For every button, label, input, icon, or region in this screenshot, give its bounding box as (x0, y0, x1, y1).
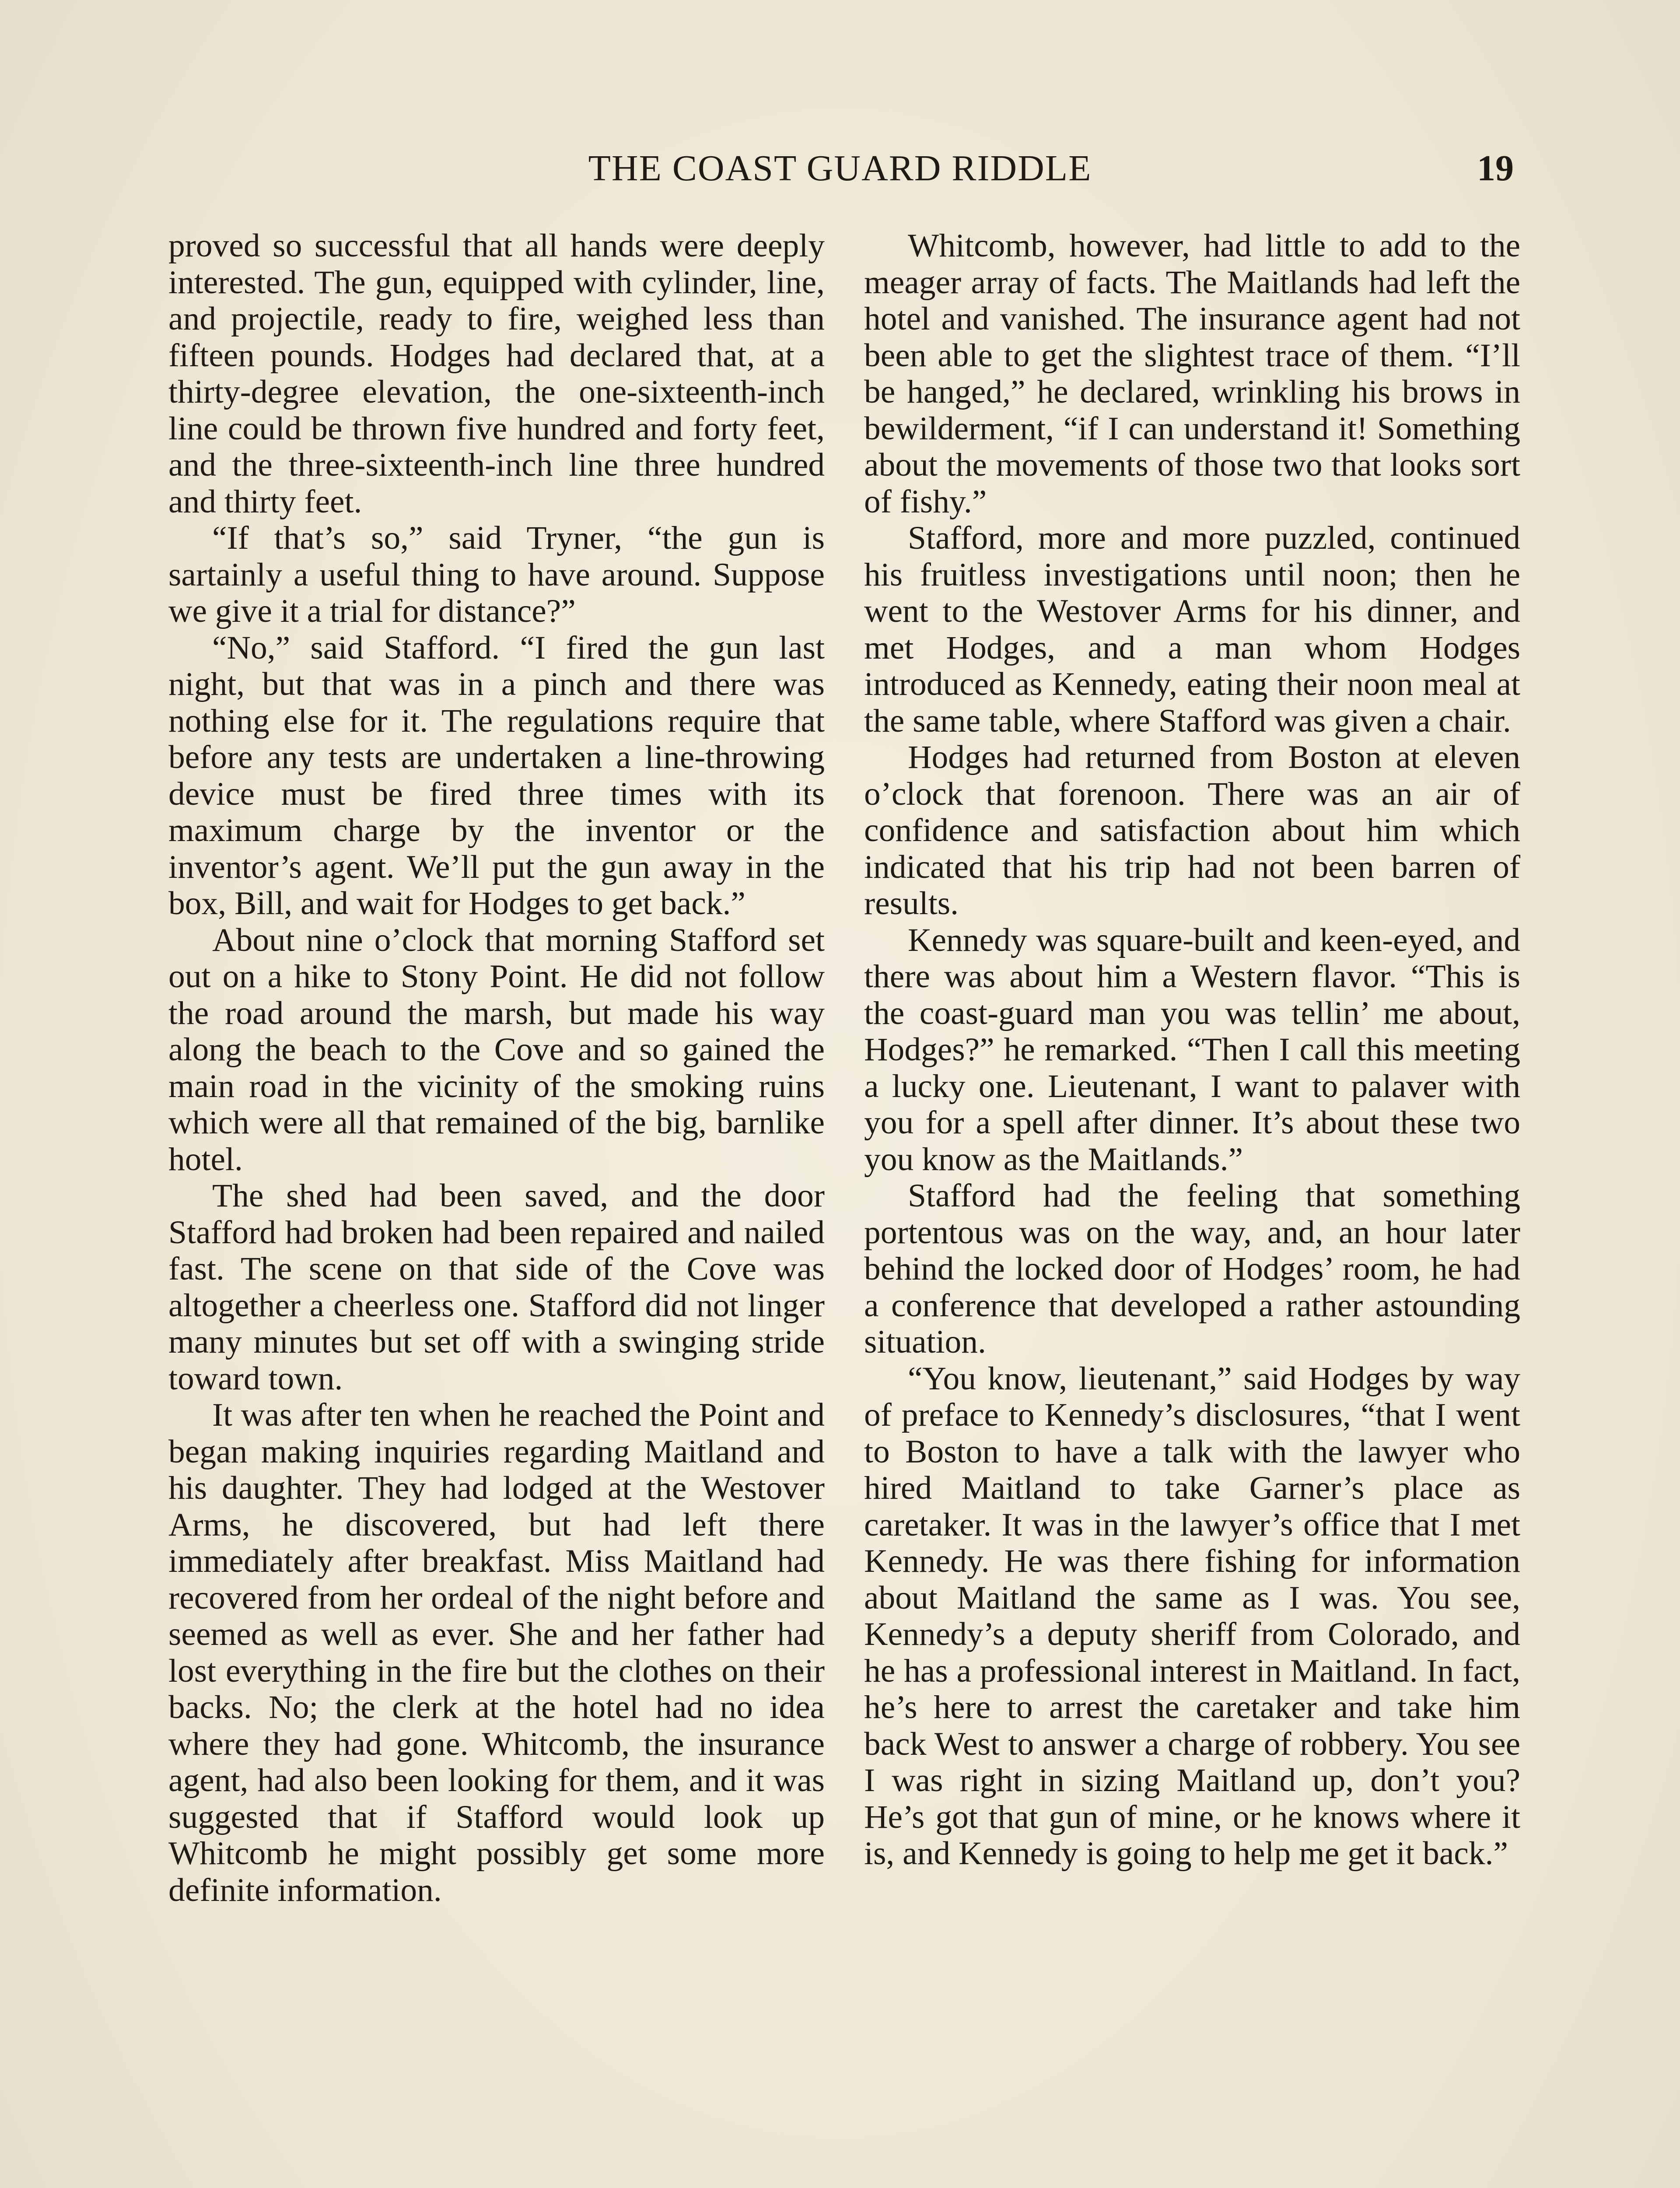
paragraph: Whitcomb, however, had little to add to the meager array of facts. The Maitlands had left the hotel and vanished. The insurance agent had not been able to get the slightest trace of them. “I’ll be hanged,” he declared, wrinkling his brows in bewilderment, “if I can understand it! Something about the movements of those two that looks sort of fishy.” (864, 228, 1520, 520)
paragraph: Hodges had returned from Boston at eleven o’clock that forenoon. There was an air of confidence and satisfaction about him which indicated that his trip had not been barren of results. (864, 739, 1520, 922)
paragraph: “If that’s so,” said Tryner, “the gun is sartainly a useful thing to have around. Suppose we give it a trial for distance?” (168, 520, 825, 629)
right-column (864, 228, 1520, 1872)
running-title: THE COAST GUARD RIDDLE (588, 148, 1092, 189)
paragraph: The shed had been saved, and the door Stafford had broken had been repaired and nailed fast. The scene on that side of the Cove was altogether a cheerless one. Stafford did not linger many minutes but set off with a swinging stride toward town. (168, 1178, 825, 1397)
paragraph: Kennedy was square-built and keen-eyed, and there was about him a Western flavor. “This is the coast-guard man you was tellin’ me about, Hodges?” he remarked. “Then I call this meeting a lucky one. Lieutenant, I want to palaver with you for a spell after dinner. It’s about these two you know as the Maitlands.” (864, 922, 1520, 1178)
running-header (166, 144, 1514, 193)
paragraph: It was after ten when he reached the Point and began making inquiries regarding Maitland and his daughter. They had lodged at the Westover Arms, he discovered, but had left there immediately after breakfast. Miss Maitland had recovered from her ordeal of the night before and seemed as well as ever. She and her father had lost everything in the fire but the clothes on their backs. No; the clerk at the hotel had no idea where they had gone. Whitcomb, the insurance agent, had also been looking for them, and it was suggested that if Stafford would look up Whitcomb he might possibly get some more definite information. (168, 1397, 825, 1908)
paragraph: About nine o’clock that morning Stafford set out on a hike to Stony Point. He did not follow the road around the marsh, but made his way along the beach to the Cove and so gained the main road in the vicinity of the smoking ruins which were all that remained of the big, barnlike hotel. (168, 922, 825, 1178)
paragraph: proved so successful that all hands were deeply interested. The gun, equipped with cylinder, line, and projectile, ready to fire, weighed less than fifteen pounds. Hodges had declared that, at a thirty-degree elevation, the one-sixteenth-inch line could be thrown five hundred and forty feet, and the three-sixteenth-inch line three hundred and thirty feet. (168, 228, 825, 520)
page-number: 19 (1477, 148, 1514, 189)
paragraph: “You know, lieutenant,” said Hodges by way of preface to Kennedy’s disclosures, “that I went to Boston to have a talk with the lawyer who hired Maitland to take Garner’s place as caretaker. It was in the lawyer’s office that I met Kennedy. He was there fishing for information about Maitland the same as I was. You see, Kennedy’s a deputy sheriff from Colorado, and he has a professional interest in Maitland. In fact, he’s here to arrest the caretaker and take him back West to answer a charge of robbery. You see I was right in sizing Maitland up, don’t you? He’s got that gun of mine, or he knows where it is, and Kennedy is going to help me get it back.” (864, 1360, 1520, 1872)
paragraph: “No,” said Stafford. “I fired the gun last night, but that was in a pinch and there was nothing else for it. The regulations require that before any tests are undertaken a line-throwing device must be fired three times with its maximum charge by the inventor or the inventor’s agent. We’ll put the gun away in the box, Bill, and wait for Hodges to get back.” (168, 629, 825, 922)
paragraph: Stafford, more and more puzzled, continued his fruitless investigations until noon; then he went to the Westover Arms for his dinner, and met Hodges, and a man whom Hodges introduced as Kennedy, eating their noon meal at the same table, where Stafford was given a chair. (864, 520, 1520, 739)
paragraph: Stafford had the feeling that something portentous was on the way, and, an hour later behind the locked door of Hodges’ room, he had a conference that developed a rather astounding situation. (864, 1178, 1520, 1360)
left-column (168, 228, 825, 1908)
